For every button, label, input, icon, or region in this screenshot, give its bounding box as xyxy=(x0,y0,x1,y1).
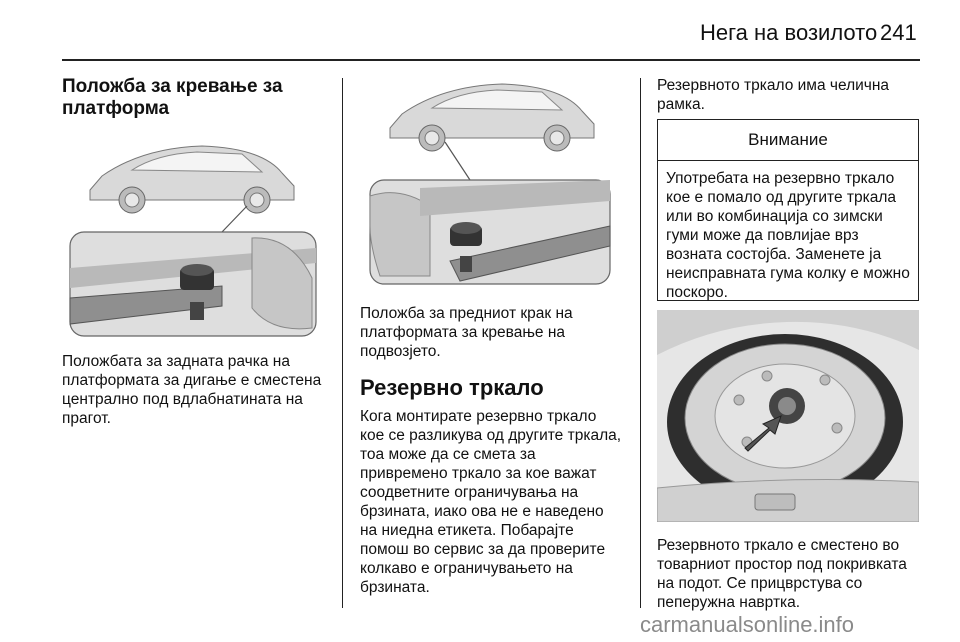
watermark: carmanualsonline.info xyxy=(640,612,855,637)
column-3-intro-wrap xyxy=(657,76,919,114)
column-divider-right xyxy=(640,78,641,608)
section-heading-lifting-position: Положба за кревање за платформа xyxy=(62,76,283,119)
page-header-title: Нега на возилото xyxy=(700,20,878,45)
spare-wheel-body: Кога монтирате резервно тркало кое се разликува од другите тркала, тоа може да се смета за привремено тркало за кое важат соодветните ограничувања на брзината, иако ова не е наведено на ниедна етикета. Побарајте помош во сервис за да проверите колкаво е ограничувањето на брзината. xyxy=(360,408,622,596)
warning-box xyxy=(657,119,919,301)
spare-wheel-intro: Резервното тркало има челична рамка. xyxy=(657,77,890,113)
warning-body: Употребата на резервно тркало кое е помало од другите тркала или во комбинација со зимски гуми може да повлијае врз возната состојба. Заменете ја неисправната гума колку е можно поскоро. xyxy=(666,170,910,301)
figure-rear-lift-point xyxy=(62,128,324,340)
car-rear-jack-illustration xyxy=(62,128,324,340)
rear-lift-caption: Положбата за задната рачка на платформата за дигање е сместена централно под вдлабнатината на прагот. xyxy=(62,353,322,427)
figure-spare-wheel-well xyxy=(657,310,919,522)
page-number: 241 xyxy=(880,20,917,45)
header-divider xyxy=(62,59,920,61)
car-front-jack-illustration xyxy=(360,76,622,288)
front-lift-caption: Положба за предниот крак на платформата за кревање на подвозјето. xyxy=(360,305,573,360)
spare-wheel-caption: Резервното тркало е сместено во товарниот простор под покривката на подот. Се прицврстува со пеперужна навртка. xyxy=(657,537,907,611)
figure-front-lift-point xyxy=(360,76,622,288)
column-3-caption-wrap xyxy=(657,536,919,612)
column-1-heading-wrap xyxy=(62,76,324,120)
warning-title: Внимание xyxy=(658,120,918,161)
page-header xyxy=(0,0,960,60)
spare-wheel-illustration xyxy=(657,310,919,522)
column-1-caption-wrap xyxy=(62,352,324,428)
column-divider-left xyxy=(342,78,343,608)
column-2-text-wrap xyxy=(360,304,622,597)
section-heading-spare-wheel: Резервно тркало xyxy=(360,375,544,400)
